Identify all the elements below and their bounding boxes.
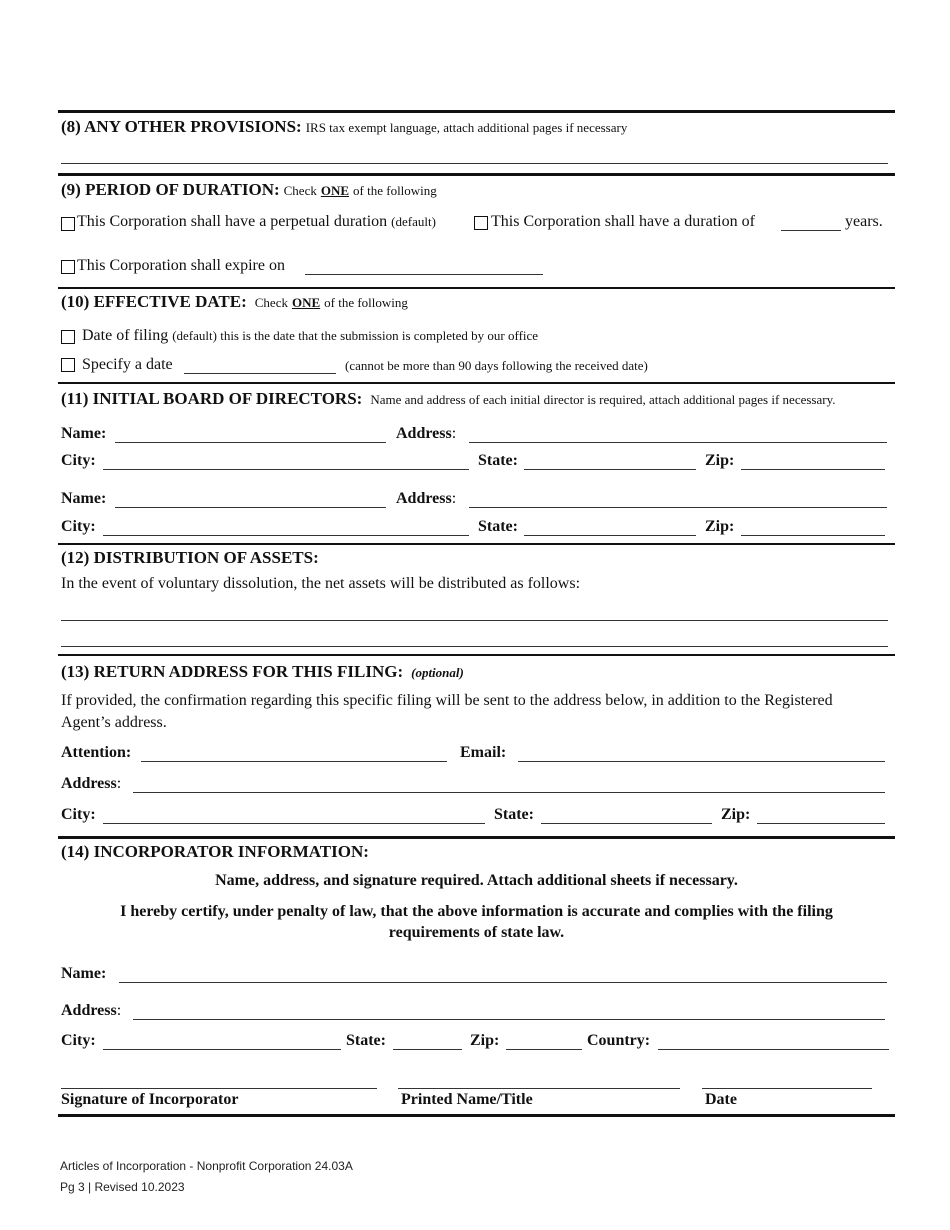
- footer-page-info: Pg 3 | Revised 10.2023: [60, 1180, 185, 1194]
- return-address-label: [61, 775, 121, 793]
- section-14-instruction: Name, address, and signature required. Attach additional sheets if necessary.: [215, 872, 738, 889]
- date-of-filing-label: [82, 327, 538, 345]
- director-2-state-field[interactable]: [524, 535, 696, 536]
- expire-date-field[interactable]: [305, 274, 543, 275]
- incorporator-state-label: State:: [346, 1032, 386, 1049]
- signature-field[interactable]: [61, 1088, 377, 1089]
- section-13-text-line-1: If provided, the confirmation regarding this specific filing will be sent to the address below, in addition to the Registered: [61, 692, 833, 709]
- distribution-field-line-1[interactable]: [61, 620, 888, 621]
- section-10-title: (10) EFFECTIVE DATE:: [61, 292, 247, 311]
- director-1-name-field[interactable]: [115, 442, 386, 443]
- certification-line-1: I hereby certify, under penalty of law, that the above information is accurate and complies with the filing: [120, 903, 833, 920]
- years-label: years.: [845, 213, 883, 230]
- distribution-field-line-2[interactable]: [61, 646, 888, 647]
- director-2-name-field[interactable]: [115, 507, 386, 508]
- section-12-text: In the event of voluntary dissolution, the net assets will be distributed as follows:: [61, 575, 581, 592]
- section-13-title: (13) RETURN ADDRESS FOR THIS FILING:: [61, 662, 404, 681]
- return-city-field[interactable]: [103, 823, 485, 824]
- specify-date-checkbox[interactable]: [61, 358, 75, 372]
- specify-date-note: (cannot be more than 90 days following the received date): [345, 358, 648, 373]
- return-city-label: City:: [61, 806, 96, 823]
- colon: :: [116, 775, 122, 792]
- check-one-emphasis: ONE: [320, 183, 350, 198]
- section-divider: [58, 836, 895, 839]
- incorporator-name-label: Name:: [61, 965, 107, 982]
- perpetual-default-note: (default): [391, 214, 436, 229]
- section-9-heading: [61, 180, 437, 200]
- colon: :: [451, 425, 457, 442]
- section-divider: [58, 654, 895, 656]
- certification-line-2: requirements of state law.: [388, 924, 565, 941]
- attention-label: Attention:: [61, 744, 132, 761]
- director-2-city-field[interactable]: [103, 535, 469, 536]
- director-2-name-label: Name:: [61, 490, 107, 507]
- date-label: Date: [705, 1091, 737, 1108]
- section-divider: [58, 382, 895, 384]
- director-1-state-field[interactable]: [524, 469, 696, 470]
- director-2-zip-field[interactable]: [741, 535, 885, 536]
- email-field[interactable]: [518, 761, 885, 762]
- printed-name-label: Printed Name/Title: [401, 1091, 533, 1108]
- director-2-city-label: City:: [61, 518, 96, 535]
- director-1-zip-label: Zip:: [705, 452, 735, 469]
- return-address-field[interactable]: [133, 792, 885, 793]
- section-12-title: (12) DISTRIBUTION OF ASSETS:: [61, 548, 319, 567]
- date-of-filing-checkbox[interactable]: [61, 330, 75, 344]
- attention-field[interactable]: [141, 761, 447, 762]
- address-word: Address: [396, 490, 452, 507]
- return-state-field[interactable]: [541, 823, 712, 824]
- incorporator-state-field[interactable]: [393, 1049, 462, 1050]
- incorporator-country-field[interactable]: [658, 1049, 889, 1050]
- check-instruction-tail: of the following: [353, 183, 437, 198]
- incorporator-address-field[interactable]: [133, 1019, 885, 1020]
- address-word: Address: [396, 425, 452, 442]
- date-field[interactable]: [702, 1088, 872, 1089]
- director-1-zip-field[interactable]: [741, 469, 885, 470]
- director-2-address-field[interactable]: [469, 507, 887, 508]
- section-8-note: IRS tax exempt language, attach additional pages if necessary: [305, 120, 628, 135]
- section-10-heading: [61, 292, 408, 312]
- director-1-address-field[interactable]: [469, 442, 887, 443]
- incorporator-city-field[interactable]: [103, 1049, 341, 1050]
- fixed-duration-label: This Corporation shall have a duration of: [491, 213, 755, 230]
- colon: :: [116, 1002, 122, 1019]
- email-label: Email:: [460, 744, 507, 761]
- perpetual-duration-label: [77, 213, 436, 231]
- address-word: Address: [61, 1002, 117, 1019]
- director-1-city-label: City:: [61, 452, 96, 469]
- section-8-heading: [61, 117, 627, 137]
- printed-name-field[interactable]: [398, 1088, 680, 1089]
- duration-years-field[interactable]: [781, 230, 841, 231]
- incorporator-country-label: Country:: [587, 1032, 651, 1049]
- section-8-title: (8) ANY OTHER PROVISIONS:: [61, 117, 302, 136]
- section-divider: [58, 543, 895, 545]
- perpetual-text: This Corporation shall have a perpetual duration: [77, 213, 388, 230]
- check-instruction: Check: [283, 183, 317, 198]
- return-zip-label: Zip:: [721, 806, 751, 823]
- return-zip-field[interactable]: [757, 823, 885, 824]
- address-word: Address: [61, 775, 117, 792]
- section-divider: [58, 110, 895, 113]
- incorporator-zip-label: Zip:: [470, 1032, 500, 1049]
- incorporator-address-label: [61, 1002, 121, 1020]
- director-1-name-label: Name:: [61, 425, 107, 442]
- director-1-address-label: [396, 425, 456, 443]
- section-9-title: (9) PERIOD OF DURATION:: [61, 180, 280, 199]
- section-13-text-line-2: Agent’s address.: [61, 714, 167, 731]
- director-1-city-field[interactable]: [103, 469, 469, 470]
- section-11-note: Name and address of each initial director is required, attach additional pages if necessary.: [370, 392, 836, 407]
- section-14-title: (14) INCORPORATOR INFORMATION:: [61, 842, 369, 861]
- incorporator-zip-field[interactable]: [506, 1049, 582, 1050]
- expire-label: This Corporation shall expire on: [77, 257, 285, 274]
- director-2-state-label: State:: [478, 518, 518, 535]
- date-of-filing-text: Date of filing: [82, 327, 169, 344]
- director-2-zip-label: Zip:: [705, 518, 735, 535]
- return-state-label: State:: [494, 806, 534, 823]
- specify-date-label: Specify a date: [82, 356, 173, 373]
- section-divider: [58, 173, 895, 176]
- section-13-heading: [61, 662, 464, 682]
- incorporator-name-field[interactable]: [119, 982, 887, 983]
- director-2-address-label: [396, 490, 456, 508]
- optional-note: (optional): [411, 665, 464, 680]
- section-11-title: (11) INITIAL BOARD OF DIRECTORS:: [61, 389, 363, 408]
- other-provisions-field[interactable]: [61, 163, 888, 164]
- section-divider: [58, 287, 895, 289]
- footer-form-title: Articles of Incorporation - Nonprofit Corporation 24.03A: [60, 1159, 353, 1173]
- signature-label: Signature of Incorporator: [61, 1091, 239, 1108]
- director-1-state-label: State:: [478, 452, 518, 469]
- section-divider: [58, 1114, 895, 1117]
- incorporator-city-label: City:: [61, 1032, 96, 1049]
- specify-date-field[interactable]: [184, 373, 336, 374]
- check-instruction-tail: of the following: [324, 295, 408, 310]
- colon: :: [451, 490, 457, 507]
- check-instruction: Check: [254, 295, 288, 310]
- expire-checkbox[interactable]: [61, 260, 75, 274]
- check-one-emphasis: ONE: [291, 295, 321, 310]
- date-of-filing-note: (default) this is the date that the submission is completed by our office: [172, 328, 539, 343]
- fixed-duration-checkbox[interactable]: [474, 216, 488, 230]
- perpetual-duration-checkbox[interactable]: [61, 217, 75, 231]
- section-11-heading: [61, 389, 836, 409]
